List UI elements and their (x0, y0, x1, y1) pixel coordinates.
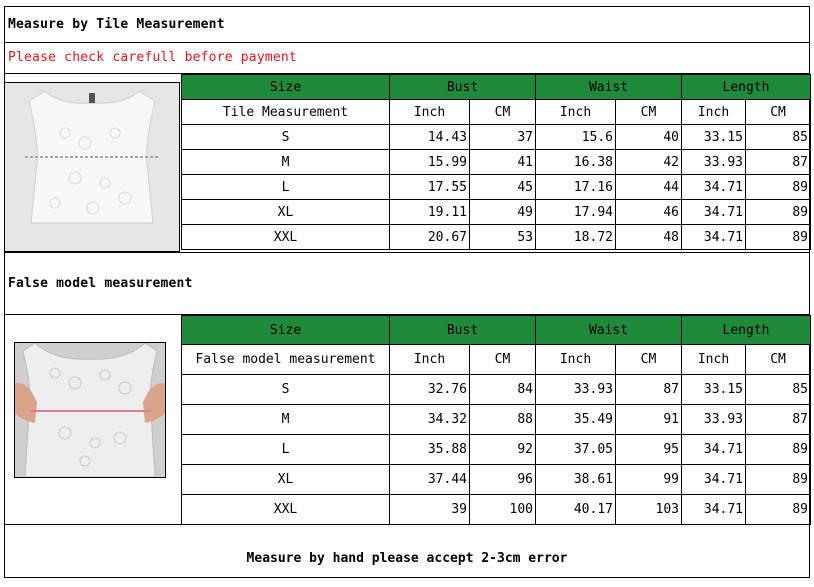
section1-title: Measure by Tile Measurement (8, 17, 225, 32)
table-row (182, 225, 811, 250)
waist-inch-cell: 40.17 (536, 495, 616, 525)
bust-inch-cell: 39 (390, 495, 470, 525)
waist-inch-cell: 16.38 (536, 150, 616, 175)
waist-cm-cell: 99 (616, 465, 682, 495)
length-inch-cell: 34.71 (682, 200, 746, 225)
length-inch-cell: 33.93 (682, 150, 746, 175)
subheader-cm: CM (616, 100, 682, 125)
size-cell: M (182, 150, 390, 175)
length-inch-cell: 33.93 (682, 405, 746, 435)
subheader-inch: Inch (682, 345, 746, 375)
subheader-cm: CM (616, 345, 682, 375)
bust-inch-cell: 35.88 (390, 435, 470, 465)
subheader-label: Tile Measurement (182, 100, 390, 125)
divider (4, 252, 810, 253)
table-row (182, 495, 811, 525)
bust-cm-cell: 49 (470, 200, 536, 225)
subheader-cm: CM (470, 345, 536, 375)
waist-inch-cell: 17.16 (536, 175, 616, 200)
payment-notice: Please check carefull before payment (8, 50, 297, 65)
length-cm-cell: 85 (746, 125, 811, 150)
subheader-inch: Inch (390, 345, 470, 375)
size-cell: L (182, 435, 390, 465)
waist-inch-cell: 15.6 (536, 125, 616, 150)
length-cm-cell: 89 (746, 465, 811, 495)
bust-cm-cell: 96 (470, 465, 536, 495)
bust-inch-cell: 14.43 (390, 125, 470, 150)
length-cm-cell: 89 (746, 435, 811, 465)
size-cell: S (182, 375, 390, 405)
bust-cm-cell: 84 (470, 375, 536, 405)
subheader-label: False model measurement (182, 345, 390, 375)
waist-cm-cell: 48 (616, 225, 682, 250)
bust-cm-cell: 53 (470, 225, 536, 250)
bust-cm-cell: 92 (470, 435, 536, 465)
header-waist: Waist (536, 75, 682, 100)
footer-note: Measure by hand please accept 2-3cm error (246, 551, 568, 566)
bust-inch-cell: 17.55 (390, 175, 470, 200)
header-bust: Bust (390, 75, 536, 100)
table-row (182, 405, 811, 435)
header-size: Size (182, 75, 390, 100)
waist-inch-cell: 17.94 (536, 200, 616, 225)
length-cm-cell: 89 (746, 225, 811, 250)
bust-inch-cell: 37.44 (390, 465, 470, 495)
bust-inch-cell: 19.11 (390, 200, 470, 225)
waist-cm-cell: 91 (616, 405, 682, 435)
length-cm-cell: 89 (746, 495, 811, 525)
size-cell: M (182, 405, 390, 435)
length-cm-cell: 87 (746, 405, 811, 435)
garment-photo-model (14, 342, 166, 478)
bust-cm-cell: 41 (470, 150, 536, 175)
size-cell: S (182, 125, 390, 150)
waist-inch-cell: 35.49 (536, 405, 616, 435)
subheader-cm: CM (746, 345, 811, 375)
lace-top-model-image (15, 343, 165, 477)
size-cell: XXL (182, 495, 390, 525)
header-length: Length (682, 75, 811, 100)
bust-inch-cell: 20.67 (390, 225, 470, 250)
header-length: Length (682, 316, 811, 345)
header-bust: Bust (390, 316, 536, 345)
waist-cm-cell: 44 (616, 175, 682, 200)
length-inch-cell: 34.71 (682, 435, 746, 465)
bust-cm-cell: 88 (470, 405, 536, 435)
tile-measurement-table (181, 74, 811, 250)
bust-inch-cell: 32.76 (390, 375, 470, 405)
length-inch-cell: 34.71 (682, 495, 746, 525)
table-row (182, 375, 811, 405)
length-inch-cell: 34.71 (682, 225, 746, 250)
waist-cm-cell: 40 (616, 125, 682, 150)
bust-inch-cell: 15.99 (390, 150, 470, 175)
waist-cm-cell: 46 (616, 200, 682, 225)
subheader-cm: CM (746, 100, 811, 125)
size-cell: XL (182, 200, 390, 225)
section2-title: False model measurement (8, 276, 193, 291)
waist-cm-cell: 103 (616, 495, 682, 525)
waist-inch-cell: 38.61 (536, 465, 616, 495)
bust-cm-cell: 100 (470, 495, 536, 525)
waist-cm-cell: 42 (616, 150, 682, 175)
subheader-inch: Inch (390, 100, 470, 125)
length-cm-cell: 87 (746, 150, 811, 175)
waist-inch-cell: 33.93 (536, 375, 616, 405)
length-inch-cell: 33.15 (682, 125, 746, 150)
size-cell: XL (182, 465, 390, 495)
size-cell: L (182, 175, 390, 200)
subheader-inch: Inch (682, 100, 746, 125)
length-cm-cell: 89 (746, 175, 811, 200)
table-row (182, 125, 811, 150)
subheader-inch: Inch (536, 100, 616, 125)
bust-cm-cell: 37 (470, 125, 536, 150)
waist-inch-cell: 37.05 (536, 435, 616, 465)
size-cell: XXL (182, 225, 390, 250)
length-inch-cell: 34.71 (682, 465, 746, 495)
garment-photo-flat (4, 82, 180, 252)
lace-top-flat-image (5, 83, 179, 251)
header-waist: Waist (536, 316, 682, 345)
divider (4, 524, 810, 525)
divider (4, 42, 810, 43)
length-cm-cell: 85 (746, 375, 811, 405)
length-cm-cell: 89 (746, 200, 811, 225)
waist-inch-cell: 18.72 (536, 225, 616, 250)
subheader-inch: Inch (536, 345, 616, 375)
bust-cm-cell: 45 (470, 175, 536, 200)
table-row (182, 175, 811, 200)
waist-cm-cell: 95 (616, 435, 682, 465)
waist-cm-cell: 87 (616, 375, 682, 405)
false-model-table (181, 315, 811, 525)
length-inch-cell: 34.71 (682, 175, 746, 200)
header-size: Size (182, 316, 390, 345)
table-row (182, 435, 811, 465)
bust-inch-cell: 34.32 (390, 405, 470, 435)
table-row (182, 200, 811, 225)
table-row (182, 150, 811, 175)
table-row (182, 465, 811, 495)
length-inch-cell: 33.15 (682, 375, 746, 405)
subheader-cm: CM (470, 100, 536, 125)
